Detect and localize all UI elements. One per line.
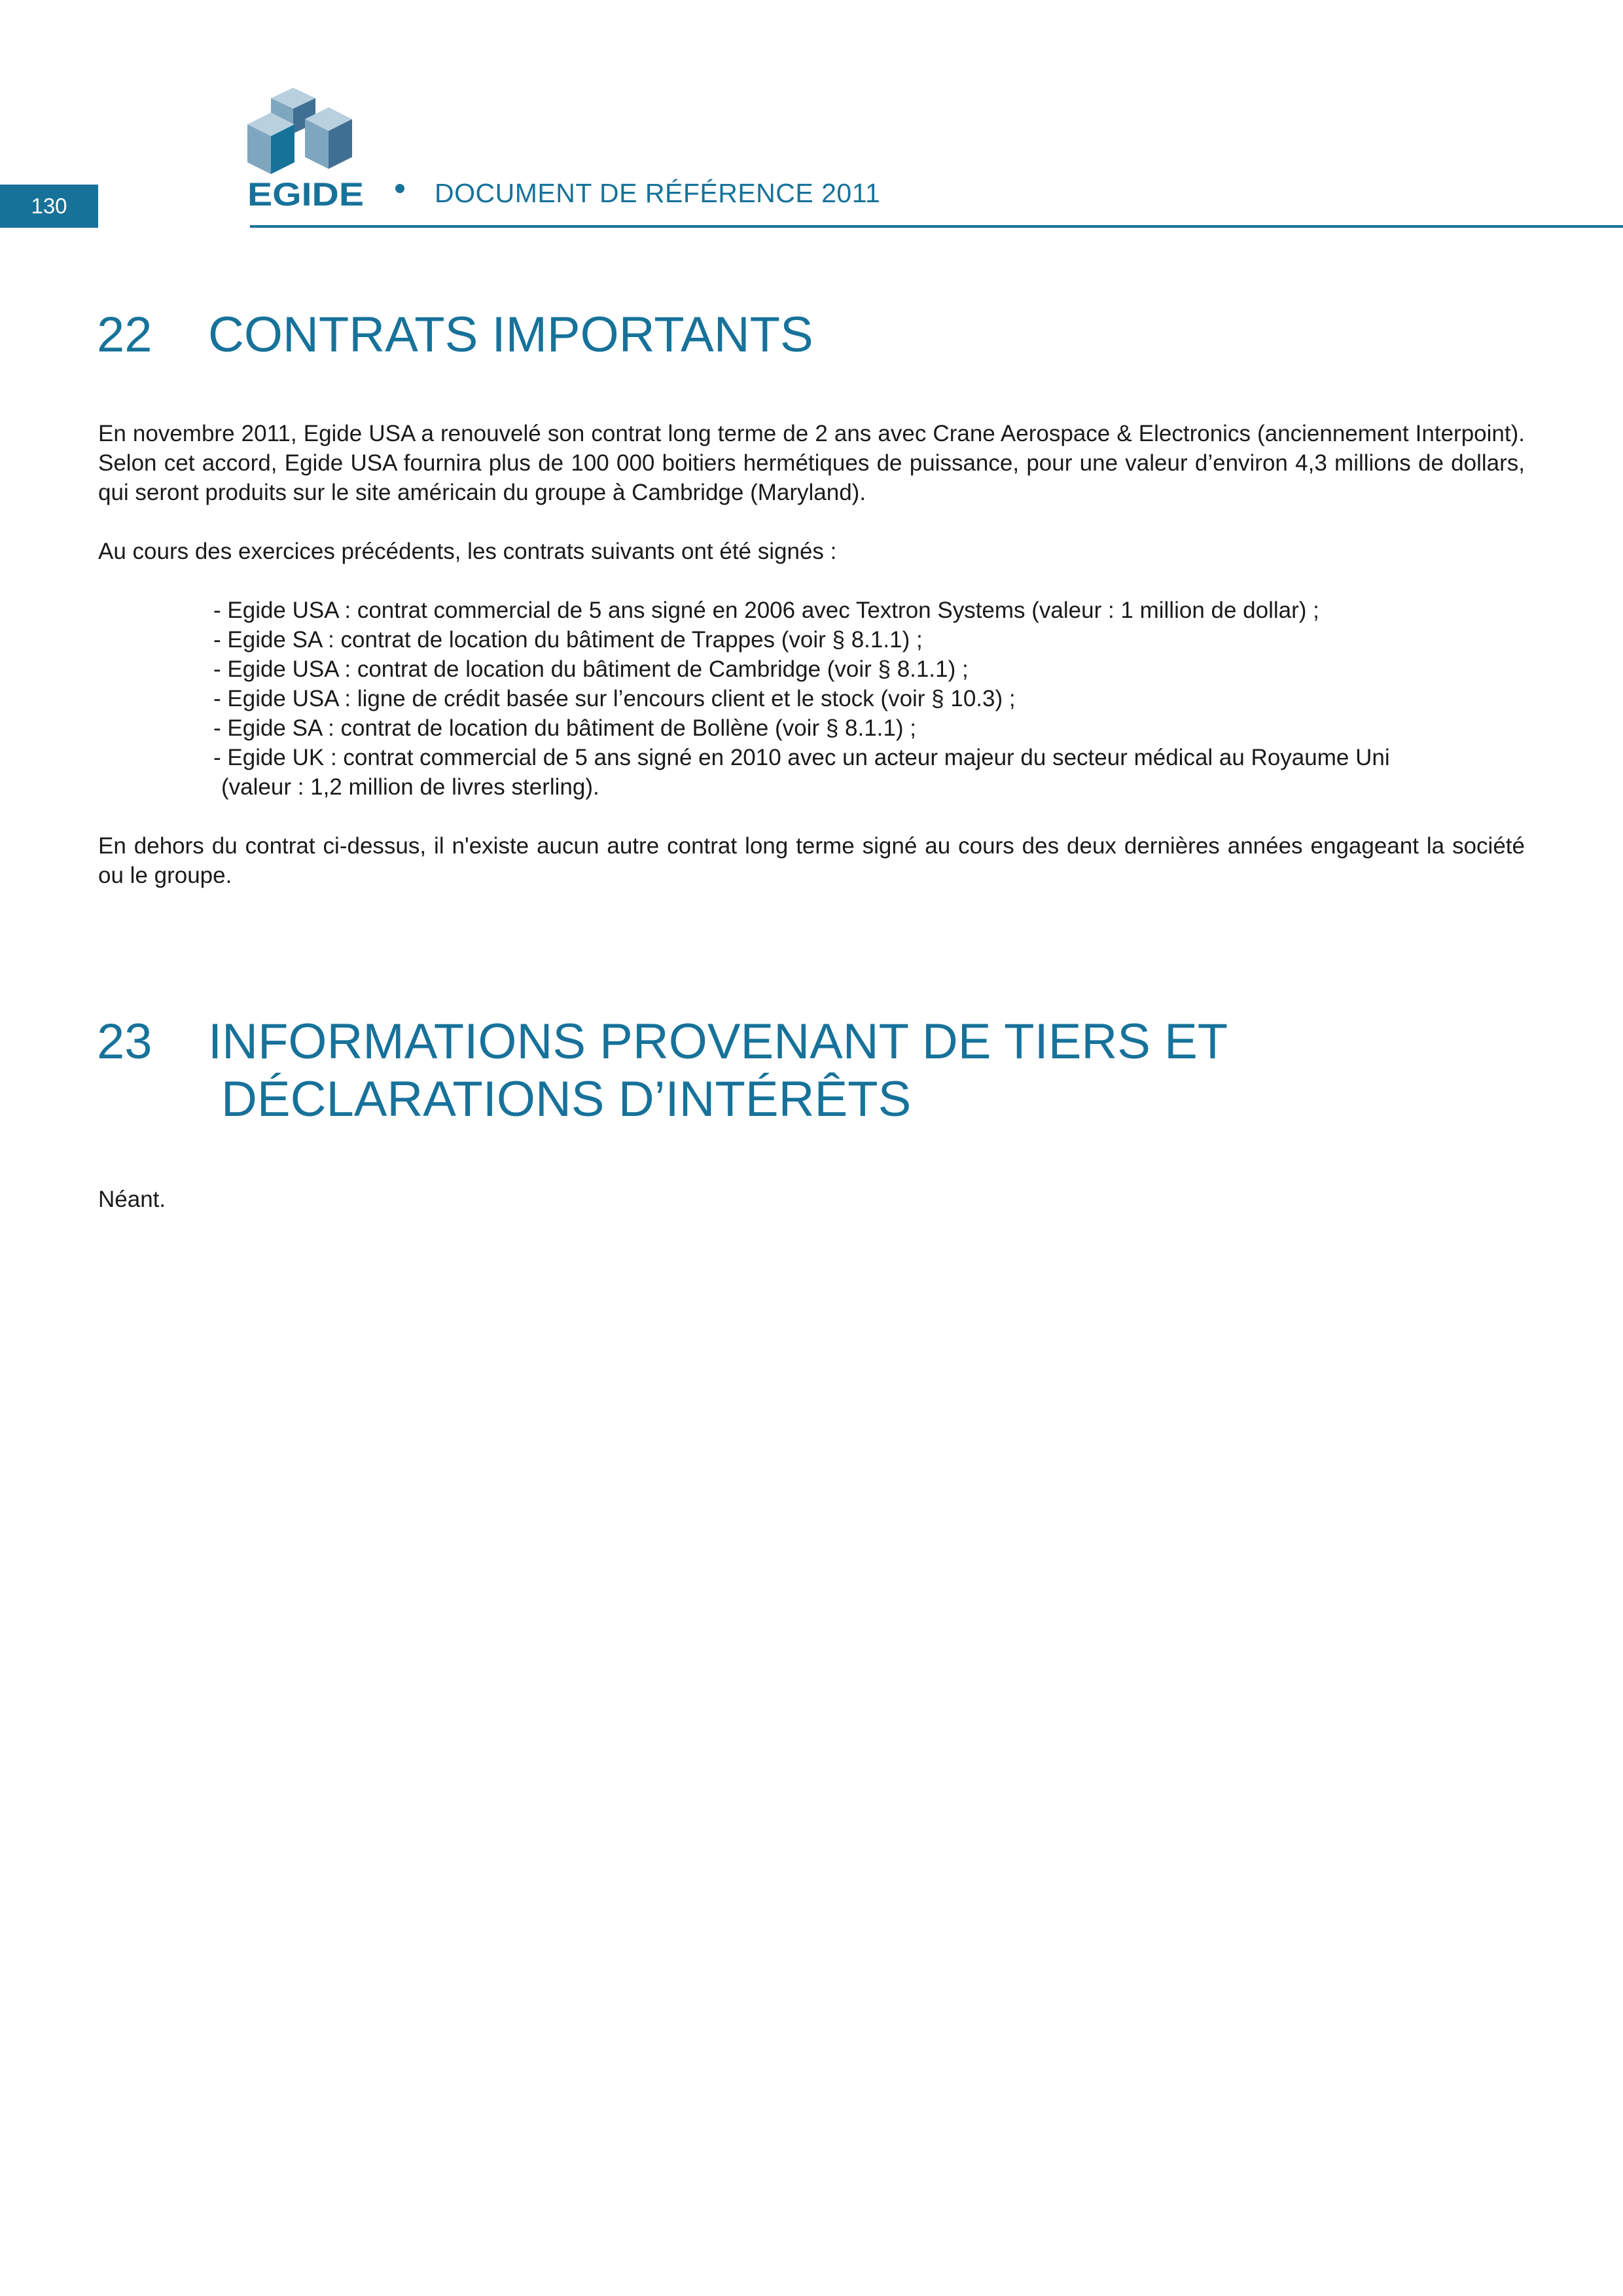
egide-logo (247, 88, 365, 209)
section-22-number: 22 (97, 307, 152, 363)
contracts-list (213, 596, 1525, 802)
section-22-paragraph-3: En dehors du contrat ci-dessus, il n'existe aucun autre contrat long terme signé au cours des deux dernières années engageant la société ou le groupe. (98, 833, 1525, 888)
section-23-heading (97, 1013, 1228, 1071)
logo-wordmark: EGIDE (247, 176, 364, 209)
section-23-title-line-1: INFORMATIONS PROVENANT DE TIERS ET (208, 1014, 1228, 1069)
logo-cube-right (305, 107, 352, 169)
list-item: - Egide USA : contrat commercial de 5 ans signé en 2006 avec Textron Systems (valeur : 1 million de dollar) ; (213, 598, 1319, 623)
section-22-title: CONTRATS IMPORTANTS (208, 307, 813, 363)
list-item-line-2: (valeur : 1,2 million de livres sterling). (221, 774, 599, 800)
logo-cube-left (247, 113, 294, 174)
list-item: - Egide USA : contrat de location du bâtiment de Cambridge (voir § 8.1.1) ; (213, 656, 969, 682)
section-22-paragraph-1: En novembre 2011, Egide USA a renouvelé son contrat long terme de 2 ans avec Crane Aerospace & Electronics (anciennement Interpoint). Selon cet accord, Egide USA fournira plus de 100 000 boitiers hermétiques de puissance, pour une valeur d’environ 4,3 millions de dollars, qui seront produits sur le site américain du groupe à Cambridge (Maryland). (98, 421, 1525, 505)
section-22-heading (97, 306, 813, 364)
list-item (213, 743, 1525, 802)
page-number: 130 (0, 185, 98, 228)
list-item: - Egide SA : contrat de location du bâtiment de Bollène (voir § 8.1.1) ; (213, 715, 916, 741)
section-23-number: 23 (97, 1014, 152, 1069)
list-item-line-1: - Egide UK : contrat commercial de 5 ans signé en 2010 avec un acteur majeur du secteur médical au Royaume Uni (213, 745, 1390, 770)
section-23-title-line-2: DÉCLARATIONS D’INTÉRÊTS (221, 1071, 912, 1127)
header-rule (250, 225, 1623, 228)
list-item: - Egide SA : contrat de location du bâtiment de Trappes (voir § 8.1.1) ; (213, 627, 923, 653)
section-23-paragraph-1: Néant. (98, 1187, 166, 1212)
list-item: - Egide USA : ligne de crédit basée sur l’encours client et le stock (voir § 10.3) ; (213, 686, 1016, 711)
document-title: DOCUMENT DE RÉFÉRENCE 2011 (435, 178, 881, 208)
section-22-paragraph-2: Au cours des exercices précédents, les contrats suivants ont été signés : (98, 539, 837, 564)
header-bullet (395, 184, 404, 193)
